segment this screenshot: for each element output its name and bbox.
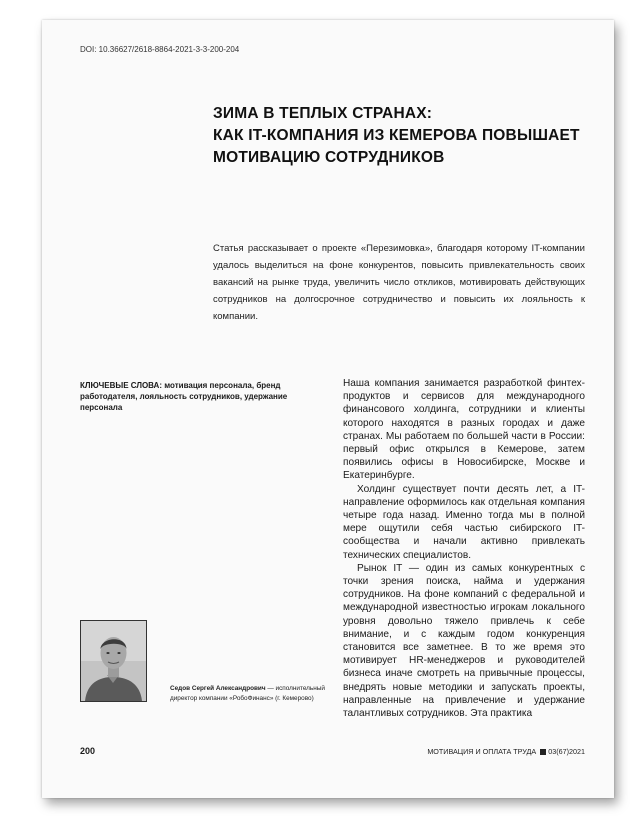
keywords-label: КЛЮЧЕВЫЕ СЛОВА: <box>80 381 162 390</box>
keywords-block <box>80 380 330 413</box>
author-portrait-image <box>81 621 146 701</box>
abstract: Статья рассказывает о проекте «Перезимовка», благодаря которому IT-компании удалось выделиться на фоне конкурентов, повысить привлекательность своих вакансий на рынке труда, увеличить число откликов, мотивировать действующих сотрудников на долгосрочное сотрудничество и повысить их лояльность к компании. <box>213 243 585 322</box>
title-line-1: ЗИМА В ТЕПЛЫХ СТРАНАХ: <box>213 105 433 122</box>
doi-line: DOI: 10.36627/2618-8864-2021-3-3-200-204 <box>80 45 240 54</box>
author-role: — исполнительный директор компании «РобоФинанс» (г. Кемерово) <box>170 685 325 702</box>
journal-name: МОТИВАЦИЯ И ОПЛАТА ТРУДА <box>427 747 537 756</box>
body-paragraph-2: Холдинг существует почти десять лет, а IT-направление оформилось как отдельная компания четыре года назад. Именно тогда мы в полной мере ощутили себя частью сибирского IT-сообщества и начали активно привлекать технических специалистов. <box>343 483 585 561</box>
author-photo <box>80 620 147 702</box>
journal-issue: 03(67)2021 <box>548 747 585 756</box>
page-number: 200 <box>80 746 96 756</box>
title-line-3: МОТИВАЦИЮ СОТРУДНИКОВ <box>213 149 445 166</box>
article-body <box>343 377 585 720</box>
author-name: Седов Сергей Александрович <box>170 685 266 692</box>
title-line-2: КАК IT-КОМПАНИЯ ИЗ КЕМЕРОВА ПОВЫШАЕТ <box>213 127 580 144</box>
journal-footer <box>427 747 585 756</box>
article-title <box>213 103 603 169</box>
body-paragraph-1: Наша компания занимается разработкой финтех-продуктов и сервисов для международного финансового холдинга, сотрудники и клиенты которого находятся в разных городах и даже странах. Мы работаем по большей части в России: первый офис открылся в Кемерове, затем появились офисы в Новосибирске, Москве и Екатеринбурге. <box>343 378 585 482</box>
separator-square-icon <box>540 749 546 755</box>
keywords-list: мотивация персонала, бренд работодателя, лояльность сотрудников, удержание персонала <box>80 381 288 412</box>
author-info <box>170 684 330 704</box>
body-paragraph-3: Рынок IT — один из самых конкурентных с точки зрения поиска, найма и удержания сотрудников. На фоне компаний с федеральной и международной известностью игрокам локального уровня довольно тяжело привлечь к себе внимание, и с каждым годом конкуренция становится все заметнее. В то же время это мотивирует HR-менеджеров и руководителей бизнеса иначе смотреть на привычные процессы, внедрять новые методики и запускать проекты, направленные на привлечение и удержание талантливых сотрудников. Эта практика <box>343 562 585 720</box>
